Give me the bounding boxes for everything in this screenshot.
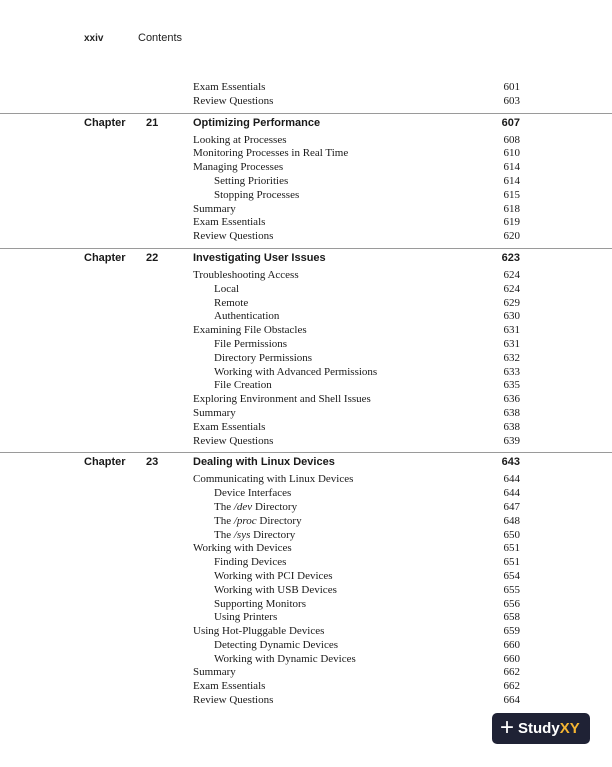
chapter-title: Dealing with Linux Devices — [193, 456, 335, 469]
toc-entry[interactable] — [0, 639, 612, 653]
entry-page: 624 — [503, 268, 520, 281]
entry-title: Detecting Dynamic Devices — [214, 638, 339, 651]
chapter-number: 22 — [146, 251, 159, 264]
page-number: xxiv — [84, 33, 104, 44]
entry-page: 659 — [503, 625, 520, 638]
entry-page: 615 — [503, 188, 520, 201]
entry-title: Working with Dynamic Devices — [214, 652, 356, 665]
entry-page: 630 — [503, 310, 520, 323]
entry-title-post: Directory — [250, 528, 296, 541]
entry-title-path: /sys — [233, 528, 251, 541]
brand-name: Study — [518, 720, 560, 737]
toc-entry[interactable] — [0, 393, 612, 407]
table-of-contents — [0, 81, 612, 708]
entry-page: 655 — [503, 583, 520, 596]
entry-title: Exam Essentials — [193, 420, 266, 433]
running-title: Contents — [138, 32, 183, 44]
entry-title: Exam Essentials — [193, 680, 266, 693]
entry-title: Looking at Processes — [193, 133, 287, 146]
entry-title-post: Directory — [256, 514, 302, 527]
entry-title: Using Printers — [214, 611, 278, 624]
entry-title: Remote — [214, 296, 249, 309]
entry-title: Exam Essentials — [193, 81, 266, 93]
entry-title — [214, 529, 295, 543]
toc-entry[interactable] — [0, 501, 612, 515]
entry-title: Review Questions — [193, 94, 274, 107]
toc-entry[interactable] — [0, 379, 612, 393]
entry-page: 631 — [503, 337, 520, 350]
entry-title-post: Directory — [252, 500, 298, 513]
entry-title: File Permissions — [214, 337, 288, 350]
toc-entry[interactable] — [0, 680, 612, 694]
entry-title: Stopping Processes — [214, 188, 300, 201]
toc-entry[interactable] — [0, 556, 612, 570]
entry-title: Authentication — [214, 310, 280, 323]
entry-page: 638 — [503, 420, 520, 433]
entry-page: 660 — [503, 638, 520, 651]
entry-page: 648 — [503, 514, 520, 527]
entry-page: 647 — [503, 500, 520, 513]
entry-page: 618 — [503, 202, 520, 215]
toc-entry[interactable] — [0, 324, 612, 338]
chapter-heading[interactable] — [0, 248, 612, 268]
toc-entry[interactable] — [0, 487, 612, 501]
toc-entry[interactable] — [0, 570, 612, 584]
toc-entry[interactable] — [0, 435, 612, 449]
toc-entry[interactable] — [0, 147, 612, 161]
entry-page: 664 — [503, 694, 520, 707]
entry-title: Review Questions — [193, 434, 274, 447]
entry-title: File Creation — [214, 379, 272, 392]
entry-page: 644 — [503, 487, 520, 500]
toc-entry[interactable] — [0, 666, 612, 680]
chapter-title: Optimizing Performance — [193, 116, 321, 129]
entry-page: 662 — [503, 666, 520, 679]
entry-page: 603 — [503, 94, 520, 107]
toc-entry[interactable] — [0, 421, 612, 435]
toc-entry[interactable] — [0, 203, 612, 217]
entry-title: Device Interfaces — [214, 487, 292, 500]
entry-title-path: /proc — [233, 514, 257, 527]
chapter-heading[interactable] — [0, 452, 612, 472]
entry-page: 639 — [503, 434, 520, 447]
toc-entry[interactable] — [0, 598, 612, 612]
chapter-page: 607 — [501, 116, 520, 129]
entry-title: Managing Processes — [193, 161, 284, 174]
entry-page: 658 — [503, 611, 520, 624]
entry-title: Summary — [193, 666, 236, 679]
toc-entry[interactable] — [0, 694, 612, 708]
entry-title: Troubleshooting Access — [193, 268, 299, 281]
running-header — [84, 32, 182, 44]
entry-title-pre: The — [214, 528, 234, 541]
toc-entry[interactable] — [0, 529, 612, 543]
entry-page: 631 — [503, 324, 520, 337]
entry-title — [214, 501, 297, 515]
brand-accent: XY — [559, 720, 580, 737]
entry-title: Supporting Monitors — [214, 597, 306, 610]
toc-entry[interactable] — [0, 161, 612, 175]
entry-title: Using Hot-Pluggable Devices — [193, 625, 325, 638]
entry-title: Review Questions — [193, 694, 274, 707]
toc-entry[interactable] — [0, 352, 612, 366]
studyxy-badge[interactable] — [492, 713, 590, 744]
chapter-number: 21 — [146, 116, 159, 129]
toc-entry[interactable] — [0, 338, 612, 352]
entry-page: 662 — [503, 680, 520, 693]
entry-title: Monitoring Processes in Real Time — [193, 147, 349, 160]
chapter-heading[interactable] — [0, 113, 612, 133]
entry-page: 644 — [503, 473, 520, 486]
entry-title: Review Questions — [193, 230, 274, 243]
entry-page: 632 — [503, 351, 520, 364]
entry-title-pre: The — [214, 500, 234, 513]
chapter-page: 623 — [501, 251, 520, 264]
entry-page: 614 — [503, 174, 520, 187]
entry-title: Working with PCI Devices — [214, 569, 333, 582]
entry-title: Working with USB Devices — [214, 583, 337, 596]
entry-title — [214, 515, 302, 529]
entry-page: 629 — [503, 296, 520, 309]
entry-page: 624 — [503, 282, 520, 295]
toc-entry[interactable] — [0, 515, 612, 529]
toc-entry[interactable] — [0, 175, 612, 189]
toc-entry[interactable] — [0, 611, 612, 625]
toc-entry[interactable] — [0, 269, 612, 283]
entry-title: Communicating with Linux Devices — [193, 473, 354, 486]
toc-entry[interactable] — [0, 542, 612, 556]
chapter-title: Investigating User Issues — [193, 251, 326, 264]
toc-entry[interactable] — [0, 95, 612, 109]
toc-entry[interactable] — [0, 230, 612, 244]
toc-entry[interactable] — [0, 366, 612, 380]
toc-entry[interactable] — [0, 283, 612, 297]
entry-title-pre: The — [214, 514, 234, 527]
entry-title: Summary — [193, 406, 236, 419]
entry-page: 651 — [503, 542, 520, 555]
toc-entry[interactable] — [0, 81, 612, 95]
chapter-word: Chapter — [84, 456, 126, 469]
toc-entry[interactable] — [0, 625, 612, 639]
entry-page: 620 — [503, 230, 520, 243]
entry-title: Exploring Environment and Shell Issues — [193, 393, 371, 406]
toc-entry[interactable] — [0, 310, 612, 324]
entry-title: Working with Devices — [193, 542, 292, 555]
chapter-page: 643 — [501, 456, 520, 469]
entry-page: 610 — [503, 147, 520, 160]
entry-page: 656 — [503, 597, 520, 610]
toc-entry[interactable] — [0, 473, 612, 487]
toc-entry[interactable] — [0, 189, 612, 203]
entry-title: Directory Permissions — [214, 351, 313, 364]
entry-title: Setting Priorities — [214, 174, 289, 187]
entry-title: Summary — [193, 202, 236, 215]
chapter-word: Chapter — [84, 251, 126, 264]
entry-page: 601 — [503, 81, 520, 93]
entry-page: 654 — [503, 569, 520, 582]
toc-entry[interactable] — [0, 584, 612, 598]
entry-page: 660 — [503, 652, 520, 665]
entry-page: 635 — [503, 379, 520, 392]
entry-page: 633 — [503, 365, 520, 378]
entry-title: Local — [214, 282, 240, 295]
entry-page: 638 — [503, 406, 520, 419]
entry-page: 650 — [503, 528, 520, 541]
plus-icon: + — [500, 713, 515, 741]
chapter-number: 23 — [146, 456, 159, 469]
entry-title-path: /dev — [233, 500, 253, 513]
toc-entry[interactable] — [0, 653, 612, 667]
entry-page: 614 — [503, 161, 520, 174]
toc-entry[interactable] — [0, 297, 612, 311]
entry-page: 608 — [503, 133, 520, 146]
toc-entry[interactable] — [0, 216, 612, 230]
entry-title: Working with Advanced Permissions — [214, 365, 378, 378]
toc-entry[interactable] — [0, 134, 612, 148]
toc-entry[interactable] — [0, 407, 612, 421]
entry-title: Exam Essentials — [193, 216, 266, 229]
entry-title: Finding Devices — [214, 556, 287, 569]
entry-page: 619 — [503, 216, 520, 229]
entry-page: 651 — [503, 556, 520, 569]
chapter-word: Chapter — [84, 116, 126, 129]
entry-page: 636 — [503, 393, 520, 406]
entry-title: Examining File Obstacles — [193, 324, 307, 337]
